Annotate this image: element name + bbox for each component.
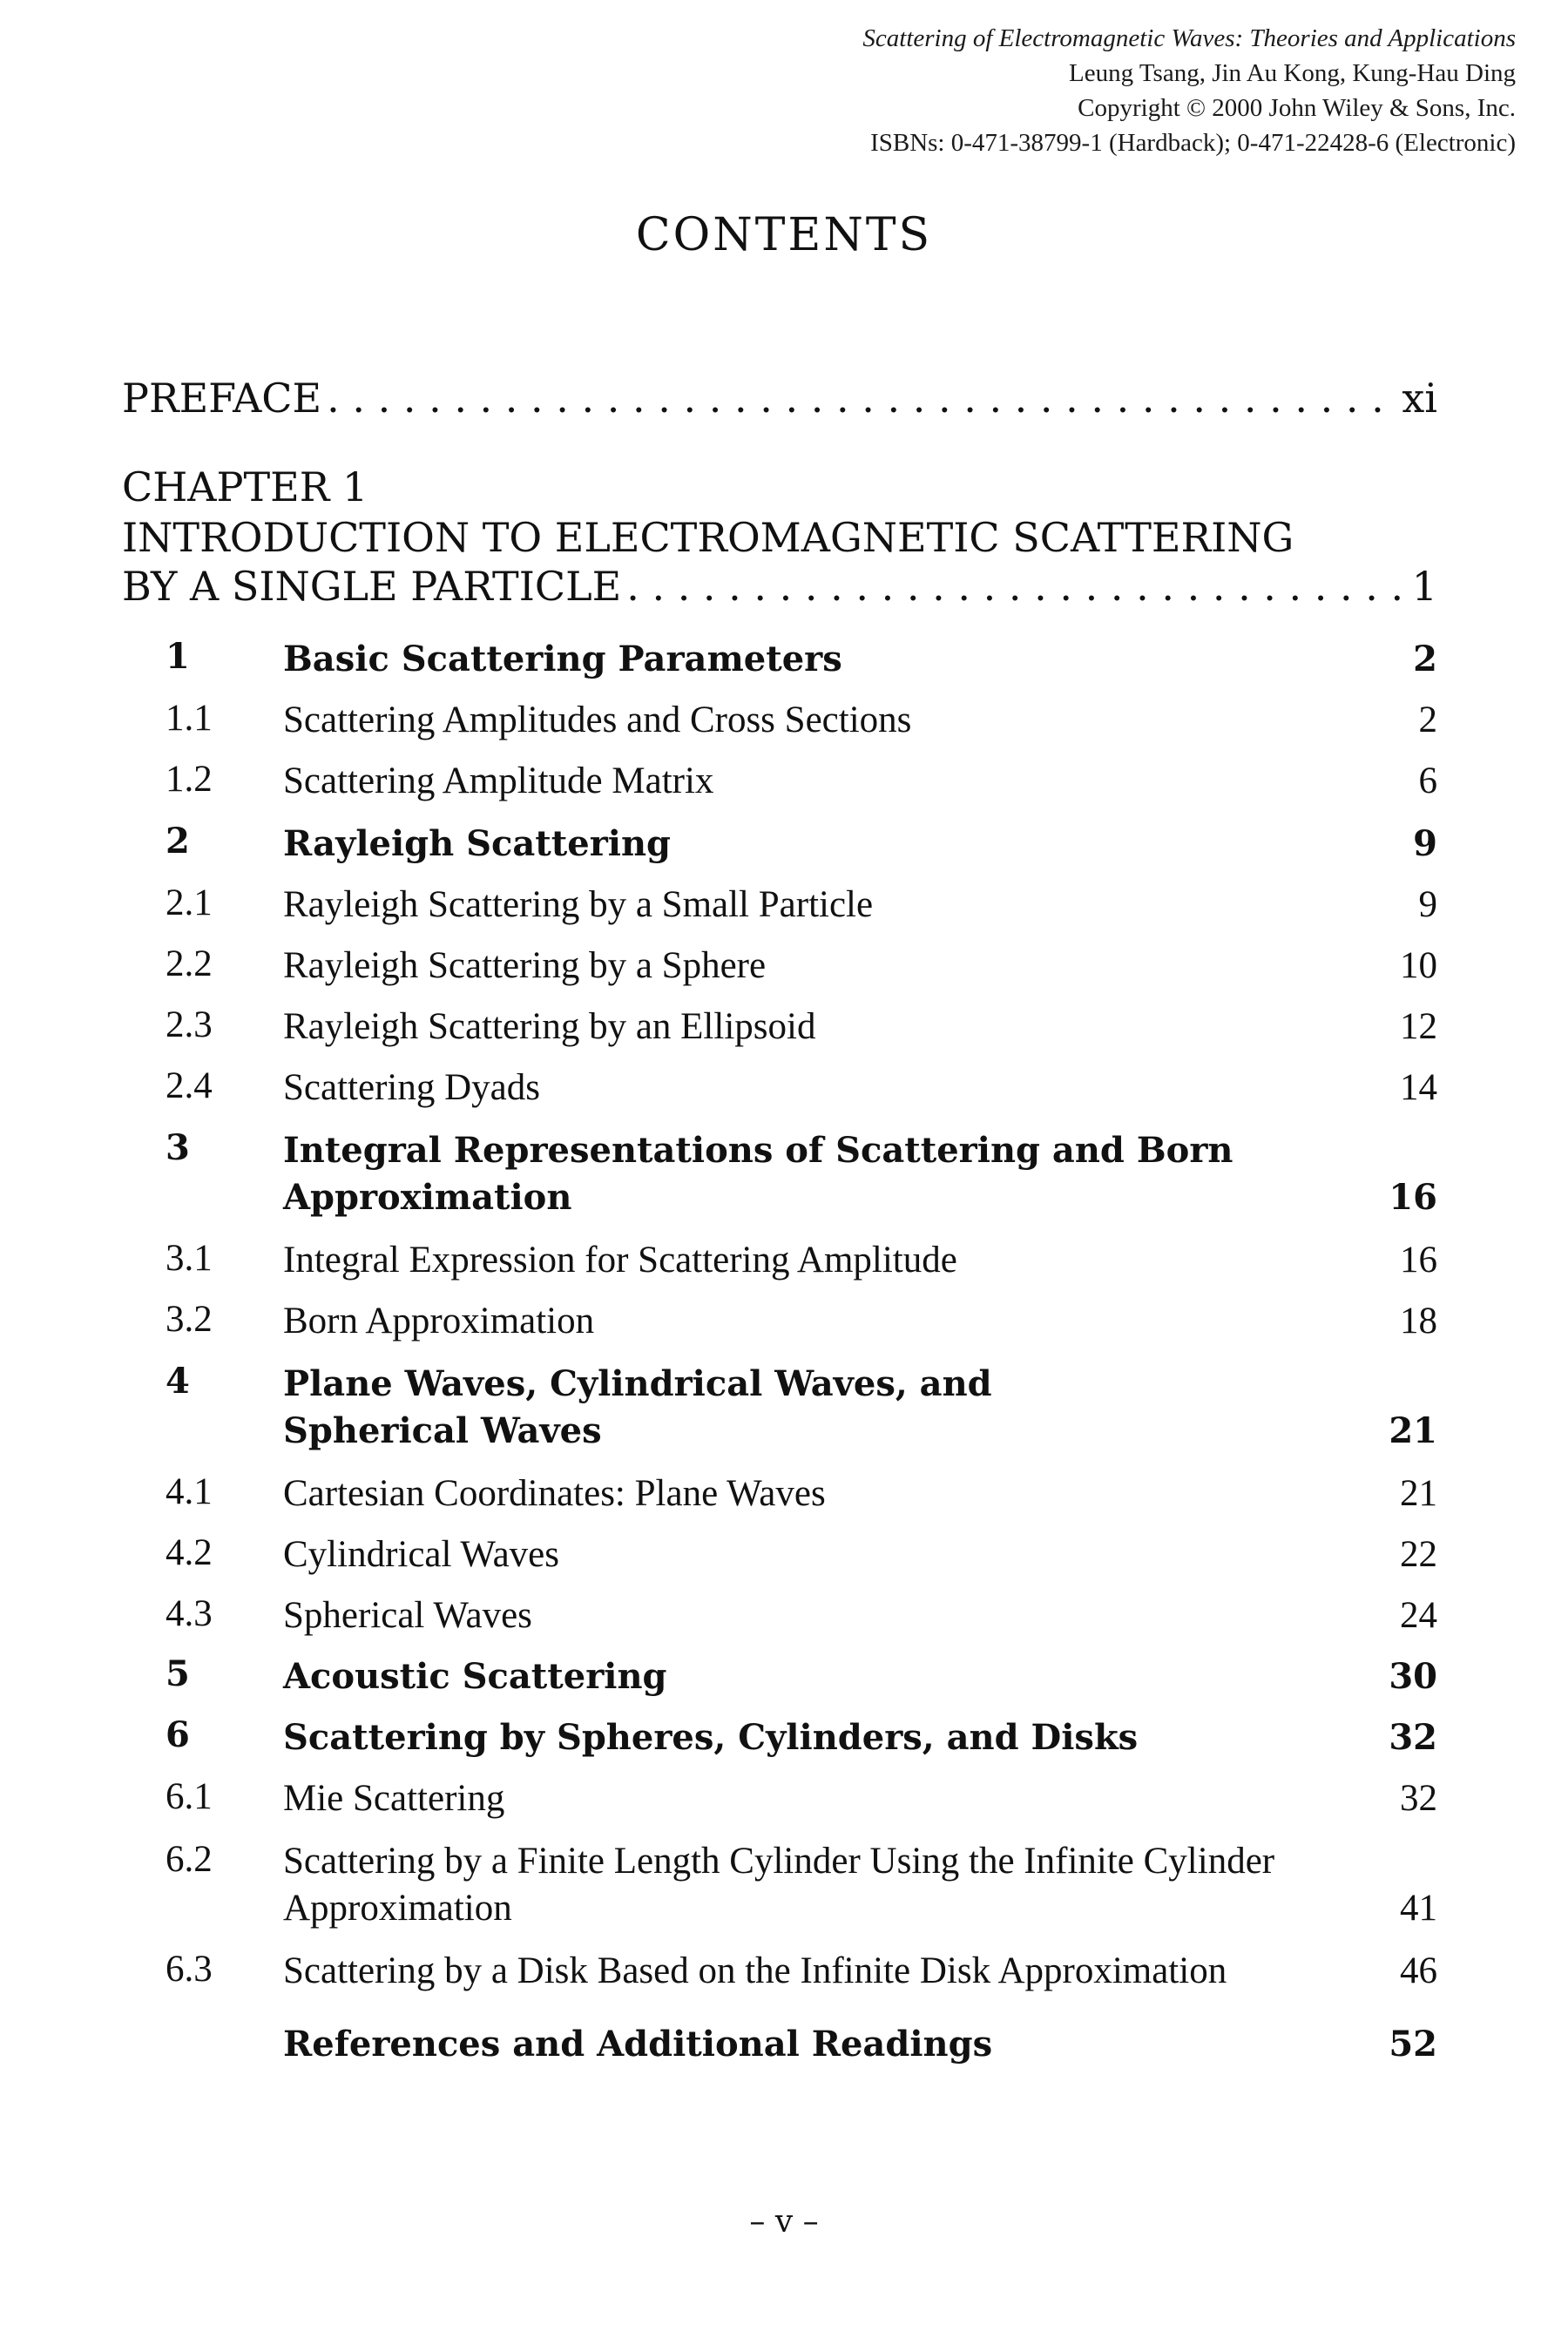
toc-entry-title: Scattering Dyads: [283, 1067, 540, 1108]
toc-entry-number: 6.3: [166, 1949, 213, 1990]
toc-entry[interactable]: [166, 1237, 1437, 1284]
toc-entry[interactable]: [166, 1064, 1437, 1112]
toc-entry[interactable]: [166, 1948, 1437, 1995]
toc-entry-number: 2.4: [166, 1065, 213, 1106]
toc-entry[interactable]: [166, 758, 1437, 805]
toc-entry-page: 52: [1389, 2024, 1437, 2065]
toc-entry-title: Basic Scattering Parameters: [283, 639, 842, 679]
toc-entry-number: 3: [166, 1127, 190, 1168]
chapter-title-line1: INTRODUCTION TO ELECTROMAGNETIC SCATTERING: [122, 514, 1294, 561]
toc-entry-title: Integral Expression for Scattering Amplitude: [283, 1240, 957, 1281]
toc-entry-title: Rayleigh Scattering by a Sphere: [283, 945, 767, 986]
toc-entry-number: 2.2: [166, 943, 213, 984]
toc-entry[interactable]: [166, 1470, 1437, 1517]
toc-entry-page: 16: [1389, 1177, 1437, 1218]
toc-entry-number: 2: [166, 821, 190, 862]
page-title: CONTENTS: [635, 209, 933, 261]
toc-entry-title: Integral Representations of Scattering and Born Approximation: [283, 1130, 1233, 1218]
toc-entry-number: 1.1: [166, 698, 213, 739]
toc-entry-page: 22: [1400, 1534, 1437, 1575]
toc-entry-title: Acoustic Scattering: [283, 1656, 667, 1697]
toc-entry-title: Scattering by Spheres, Cylinders, and Disks: [283, 1717, 1139, 1758]
toc-entry-number: 2.1: [166, 882, 213, 923]
toc-entry[interactable]: [166, 1361, 1437, 1455]
toc-entry-page: 21: [1389, 1410, 1437, 1451]
toc-entry[interactable]: [166, 636, 1437, 683]
toc-entry[interactable]: [166, 1531, 1437, 1578]
toc-entry-title: Plane Waves, Cylindrical Waves, and Spherical Waves: [283, 1363, 992, 1451]
toc-entry-page: 18: [1400, 1301, 1437, 1342]
toc-entry[interactable]: [166, 1004, 1437, 1051]
chapter-title-line2: BY A SINGLE PARTICLE: [122, 563, 622, 610]
toc-entry-number: 4: [166, 1361, 190, 1402]
toc-entry-number: 6.1: [166, 1776, 213, 1817]
toc-entry-title: Cartesian Coordinates: Plane Waves: [283, 1473, 826, 1514]
copyright-line: Copyright © 2000 John Wiley & Sons, Inc.: [1078, 94, 1516, 122]
preface-page: xi: [1402, 375, 1437, 422]
toc-entry-number: 3.1: [166, 1238, 213, 1279]
toc-entry[interactable]: [166, 697, 1437, 744]
toc-entry-page: 6: [1418, 760, 1437, 801]
toc-entry-page: 10: [1400, 945, 1437, 986]
page-number: – v –: [749, 2204, 819, 2240]
toc-entry-page: 9: [1418, 884, 1437, 925]
toc-entry-page: 24: [1400, 1595, 1437, 1636]
isbn-line: ISBNs: 0-471-38799-1 (Hardback); 0-471-22428-6 (Electronic): [870, 129, 1516, 157]
toc-entry-page: 2: [1418, 700, 1437, 740]
toc-entry[interactable]: [166, 1838, 1437, 1932]
toc-entry-title: Scattering Amplitudes and Cross Sections: [283, 700, 912, 740]
toc-entry-page: 41: [1400, 1888, 1437, 1929]
toc-entry[interactable]: [166, 1714, 1437, 1761]
toc-entry-page: 12: [1400, 1006, 1437, 1047]
toc-entry-page: 16: [1400, 1240, 1437, 1281]
chapter-number: CHAPTER 1: [122, 463, 368, 510]
toc-entry-title: Scattering Amplitude Matrix: [283, 760, 714, 801]
toc-entry-page: 30: [1389, 1656, 1437, 1697]
toc-entry-page: 9: [1413, 823, 1437, 864]
toc-entry-title: Spherical Waves: [283, 1595, 532, 1636]
toc-entry-title: Rayleigh Scattering by an Ellipsoid: [283, 1006, 816, 1047]
toc-entry-number: 1: [166, 636, 190, 677]
toc-entry-title: Scattering by a Disk Based on the Infinite Disk Approximation: [283, 1950, 1227, 1991]
toc-entry[interactable]: [166, 1127, 1437, 1221]
toc-entry-title: Mie Scattering: [283, 1778, 505, 1819]
toc-entry-number: 3.2: [166, 1299, 213, 1340]
toc-entry-title: Born Approximation: [283, 1301, 595, 1342]
toc-entry[interactable]: [166, 943, 1437, 990]
toc-entry-number: 4.3: [166, 1593, 213, 1634]
toc-entry-title: Cylindrical Waves: [283, 1534, 559, 1575]
toc-entry[interactable]: [166, 1653, 1437, 1700]
toc-entry-number: 6.2: [166, 1839, 213, 1880]
toc-entry-title: Scattering by a Finite Length Cylinder Using the Infinite Cylinder Approximation: [283, 1841, 1275, 1929]
toc-entry-title: References and Additional Readings: [283, 2024, 993, 2065]
toc-entry-number: 5: [166, 1653, 190, 1694]
toc-entry-title: Rayleigh Scattering: [283, 823, 672, 864]
toc-entry-page: 32: [1400, 1778, 1437, 1819]
toc-entry[interactable]: [166, 1775, 1437, 1822]
toc-entry-title: Rayleigh Scattering by a Small Particle: [283, 884, 874, 925]
toc-entry-number: 1.2: [166, 759, 213, 800]
toc-entry[interactable]: [166, 1592, 1437, 1639]
toc-entry-references[interactable]: [166, 2021, 1437, 2068]
toc-entry-page: 46: [1400, 1950, 1437, 1991]
toc-entry[interactable]: [166, 882, 1437, 929]
toc-entry-page: 32: [1389, 1717, 1437, 1758]
preface-label: PREFACE: [122, 375, 322, 422]
toc-entry[interactable]: [166, 1298, 1437, 1345]
toc-entry-number: 6: [166, 1714, 190, 1755]
toc-entry-page: 21: [1400, 1473, 1437, 1514]
toc-entry-number: 2.3: [166, 1004, 213, 1045]
toc-entry-page: 2: [1413, 639, 1437, 679]
toc-entry-page: 14: [1400, 1067, 1437, 1108]
chapter-page: 1: [1411, 563, 1437, 610]
book-authors: Leung Tsang, Jin Au Kong, Kung-Hau Ding: [1069, 59, 1516, 87]
book-title: Scattering of Electromagnetic Waves: Theories and Applications: [862, 24, 1516, 52]
toc-entry[interactable]: [166, 821, 1437, 868]
toc-entry-number: 4.2: [166, 1532, 213, 1573]
toc-entry-number: 4.1: [166, 1471, 213, 1512]
